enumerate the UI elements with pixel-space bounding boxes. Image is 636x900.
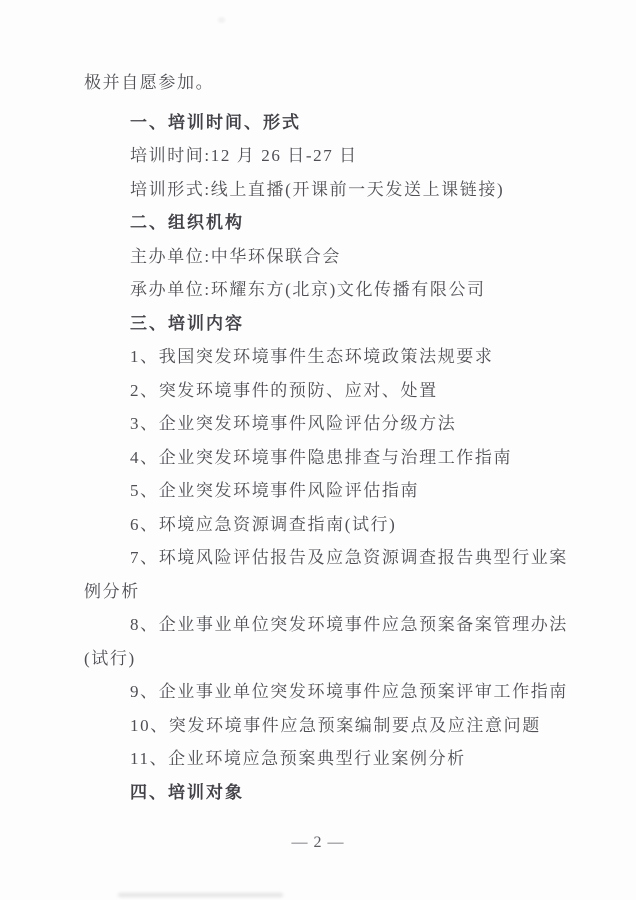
page-number: — 2 — [291,834,345,851]
scan-artifact-top [218,17,225,23]
content-item-8-continuation: (试行) [84,648,136,668]
content-item-5: 5、企业突发环境事件风险评估指南 [130,481,420,500]
content-item-4: 4、企业突发环境事件隐患排查与治理工作指南 [130,447,513,467]
document-body [84,66,580,809]
content-item-7: 7、环境风险评估报告及应急资源调查报告典型行业案 [130,548,568,567]
content-item-10: 10、突发环境事件应急预案编制要点及应注意问题 [130,715,541,735]
content-item-2: 2、突发环境事件的预防、应对、处置 [130,380,438,400]
organizer-unit-line: 承办单位:环耀东方(北京)文化传播有限公司 [130,280,486,299]
content-item-8: 8、企业事业单位突发环境事件应急预案备案管理办法 [130,615,568,634]
content-item-1: 1、我国突发环境事件生态环境政策法规要求 [130,347,494,366]
content-item-3: 3、企业突发环境事件风险评估分级方法 [130,414,457,433]
content-item-7-continuation: 例分析 [84,581,140,601]
section-3-heading: 三、培训内容 [130,313,244,333]
content-item-6: 6、环境应急资源调查指南(试行) [130,514,397,534]
section-1-heading: 一、培训时间、形式 [130,112,301,132]
scan-artifact-bottom [118,893,283,897]
training-format-line: 培训形式:线上直播(开课前一天发送上课链接) [130,179,505,199]
content-item-11: 11、企业环境应急预案典型行业案例分析 [130,749,466,768]
host-unit-line: 主办单位:中华环保联合会 [130,246,341,266]
section-2-heading: 二、组织机构 [130,213,244,232]
section-4-heading: 四、培训对象 [130,782,244,802]
training-time-line: 培训时间:12 月 26 日-27 日 [130,146,358,165]
content-item-9: 9、企业事业单位突发环境事件应急预案评审工作指南 [130,682,568,701]
intro-continuation-line: 极并自愿参加。 [84,73,215,92]
